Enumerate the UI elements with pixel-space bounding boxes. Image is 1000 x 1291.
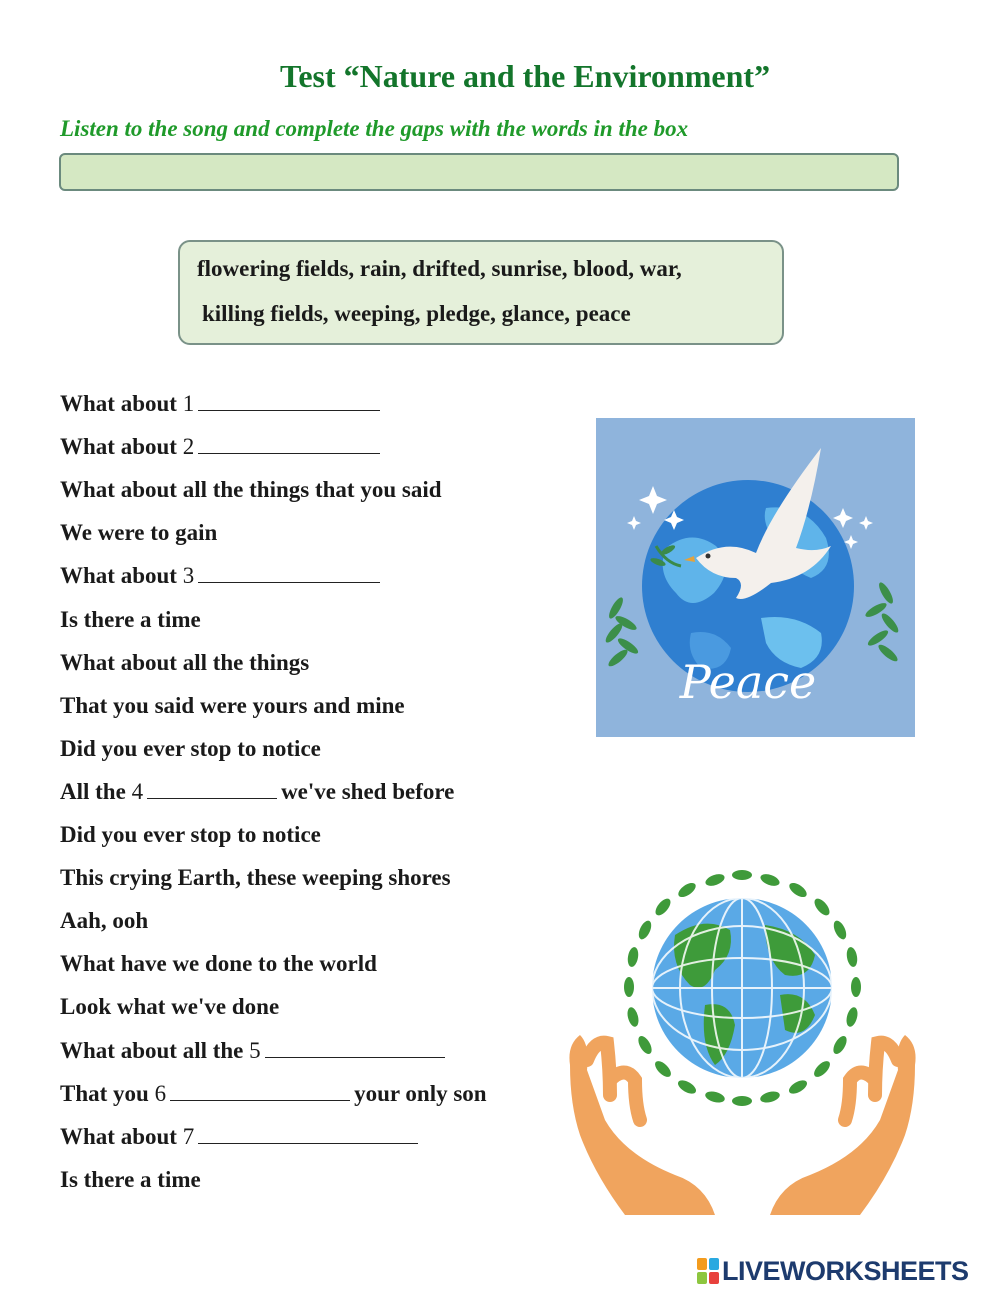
gap-number: 3 [176, 563, 195, 589]
gap-number: 4 [125, 778, 144, 804]
lyric-line [60, 823, 321, 846]
lyric-text: What about all the [60, 1037, 244, 1063]
lyric-text: Is there a time [60, 1166, 201, 1192]
answer-gap-2[interactable] [198, 435, 380, 454]
lyric-line [60, 392, 384, 415]
word-box [178, 240, 784, 345]
lyric-text-after-gap: your only son [354, 1080, 487, 1106]
earth-in-hands-illustration [565, 855, 920, 1220]
lyric-line [60, 737, 321, 760]
gap-number: 1 [176, 391, 195, 416]
gap-number: 5 [243, 1037, 261, 1063]
answer-banner [59, 153, 899, 191]
lyric-text: Is there a time [60, 606, 201, 632]
lyric-text: What have we done to the world [60, 951, 377, 977]
lyric-text: Aah, ooh [60, 908, 149, 934]
liveworksheets-logo-icon [697, 1258, 719, 1284]
word-box-line-2: killing fields, weeping, pledge, glance, peace [202, 301, 631, 326]
lyric-text: What about [60, 391, 177, 416]
lyric-line [60, 608, 201, 631]
lyric-line [60, 952, 377, 975]
lyric-text: Look what we've done [60, 994, 280, 1020]
lyric-line [60, 564, 384, 587]
lyric-text: That you said were yours and mine [60, 692, 405, 718]
peace-dove-globe-illustration [596, 418, 915, 737]
answer-gap-3[interactable] [198, 564, 380, 583]
gap-number: 7 [176, 1123, 195, 1149]
lyric-text: What about [60, 434, 177, 460]
lyric-line [60, 435, 384, 458]
gap-number: 6 [148, 1080, 167, 1106]
lyric-line [60, 1039, 449, 1062]
lyric-text: This crying Earth, these weeping shores [60, 865, 451, 891]
lyric-text: What about all the things [60, 649, 310, 675]
liveworksheets-logo[interactable] [697, 1256, 969, 1286]
lyric-text-after-gap: we've shed before [281, 778, 455, 804]
answer-gap-1[interactable] [198, 392, 380, 411]
liveworksheets-brand-text: LIVEWORKSHEETS [722, 1255, 969, 1286]
lyric-line [60, 1125, 422, 1148]
lyric-line [60, 478, 442, 501]
lyric-text: That you [60, 1080, 149, 1106]
answer-gap-7[interactable] [198, 1125, 418, 1144]
lyric-line [60, 995, 279, 1018]
lyric-line [60, 780, 454, 803]
lyric-text: All the [60, 778, 126, 804]
answer-gap-6[interactable] [170, 1082, 350, 1101]
word-box-line-1: flowering fields, rain, drifted, sunrise, blood, war, [197, 256, 682, 281]
answer-gap-4[interactable] [147, 780, 277, 799]
instruction-text: Listen to the song and complete the gaps with the words in the box [60, 116, 689, 141]
worksheet-title: Test “Nature and the Environment” [279, 58, 771, 94]
answer-gap-5[interactable] [265, 1039, 445, 1058]
lyric-line [60, 694, 405, 717]
lyric-text: What about [60, 1123, 177, 1149]
gap-number: 2 [176, 434, 195, 460]
lyric-text: What about all the things that you said [60, 477, 442, 503]
lyric-line [60, 909, 148, 932]
lyric-line [60, 1168, 201, 1191]
lyric-text: Did you ever stop to notice [60, 822, 321, 847]
lyric-line [60, 651, 309, 674]
lyric-line [60, 1082, 487, 1105]
peace-script-text: Peace [679, 655, 817, 709]
lyric-text: We were to gain [60, 520, 218, 546]
lyric-line [60, 521, 217, 544]
lyric-text: Did you ever stop to notice [60, 735, 321, 761]
lyric-line [60, 866, 451, 889]
lyric-text: What about [60, 563, 177, 589]
